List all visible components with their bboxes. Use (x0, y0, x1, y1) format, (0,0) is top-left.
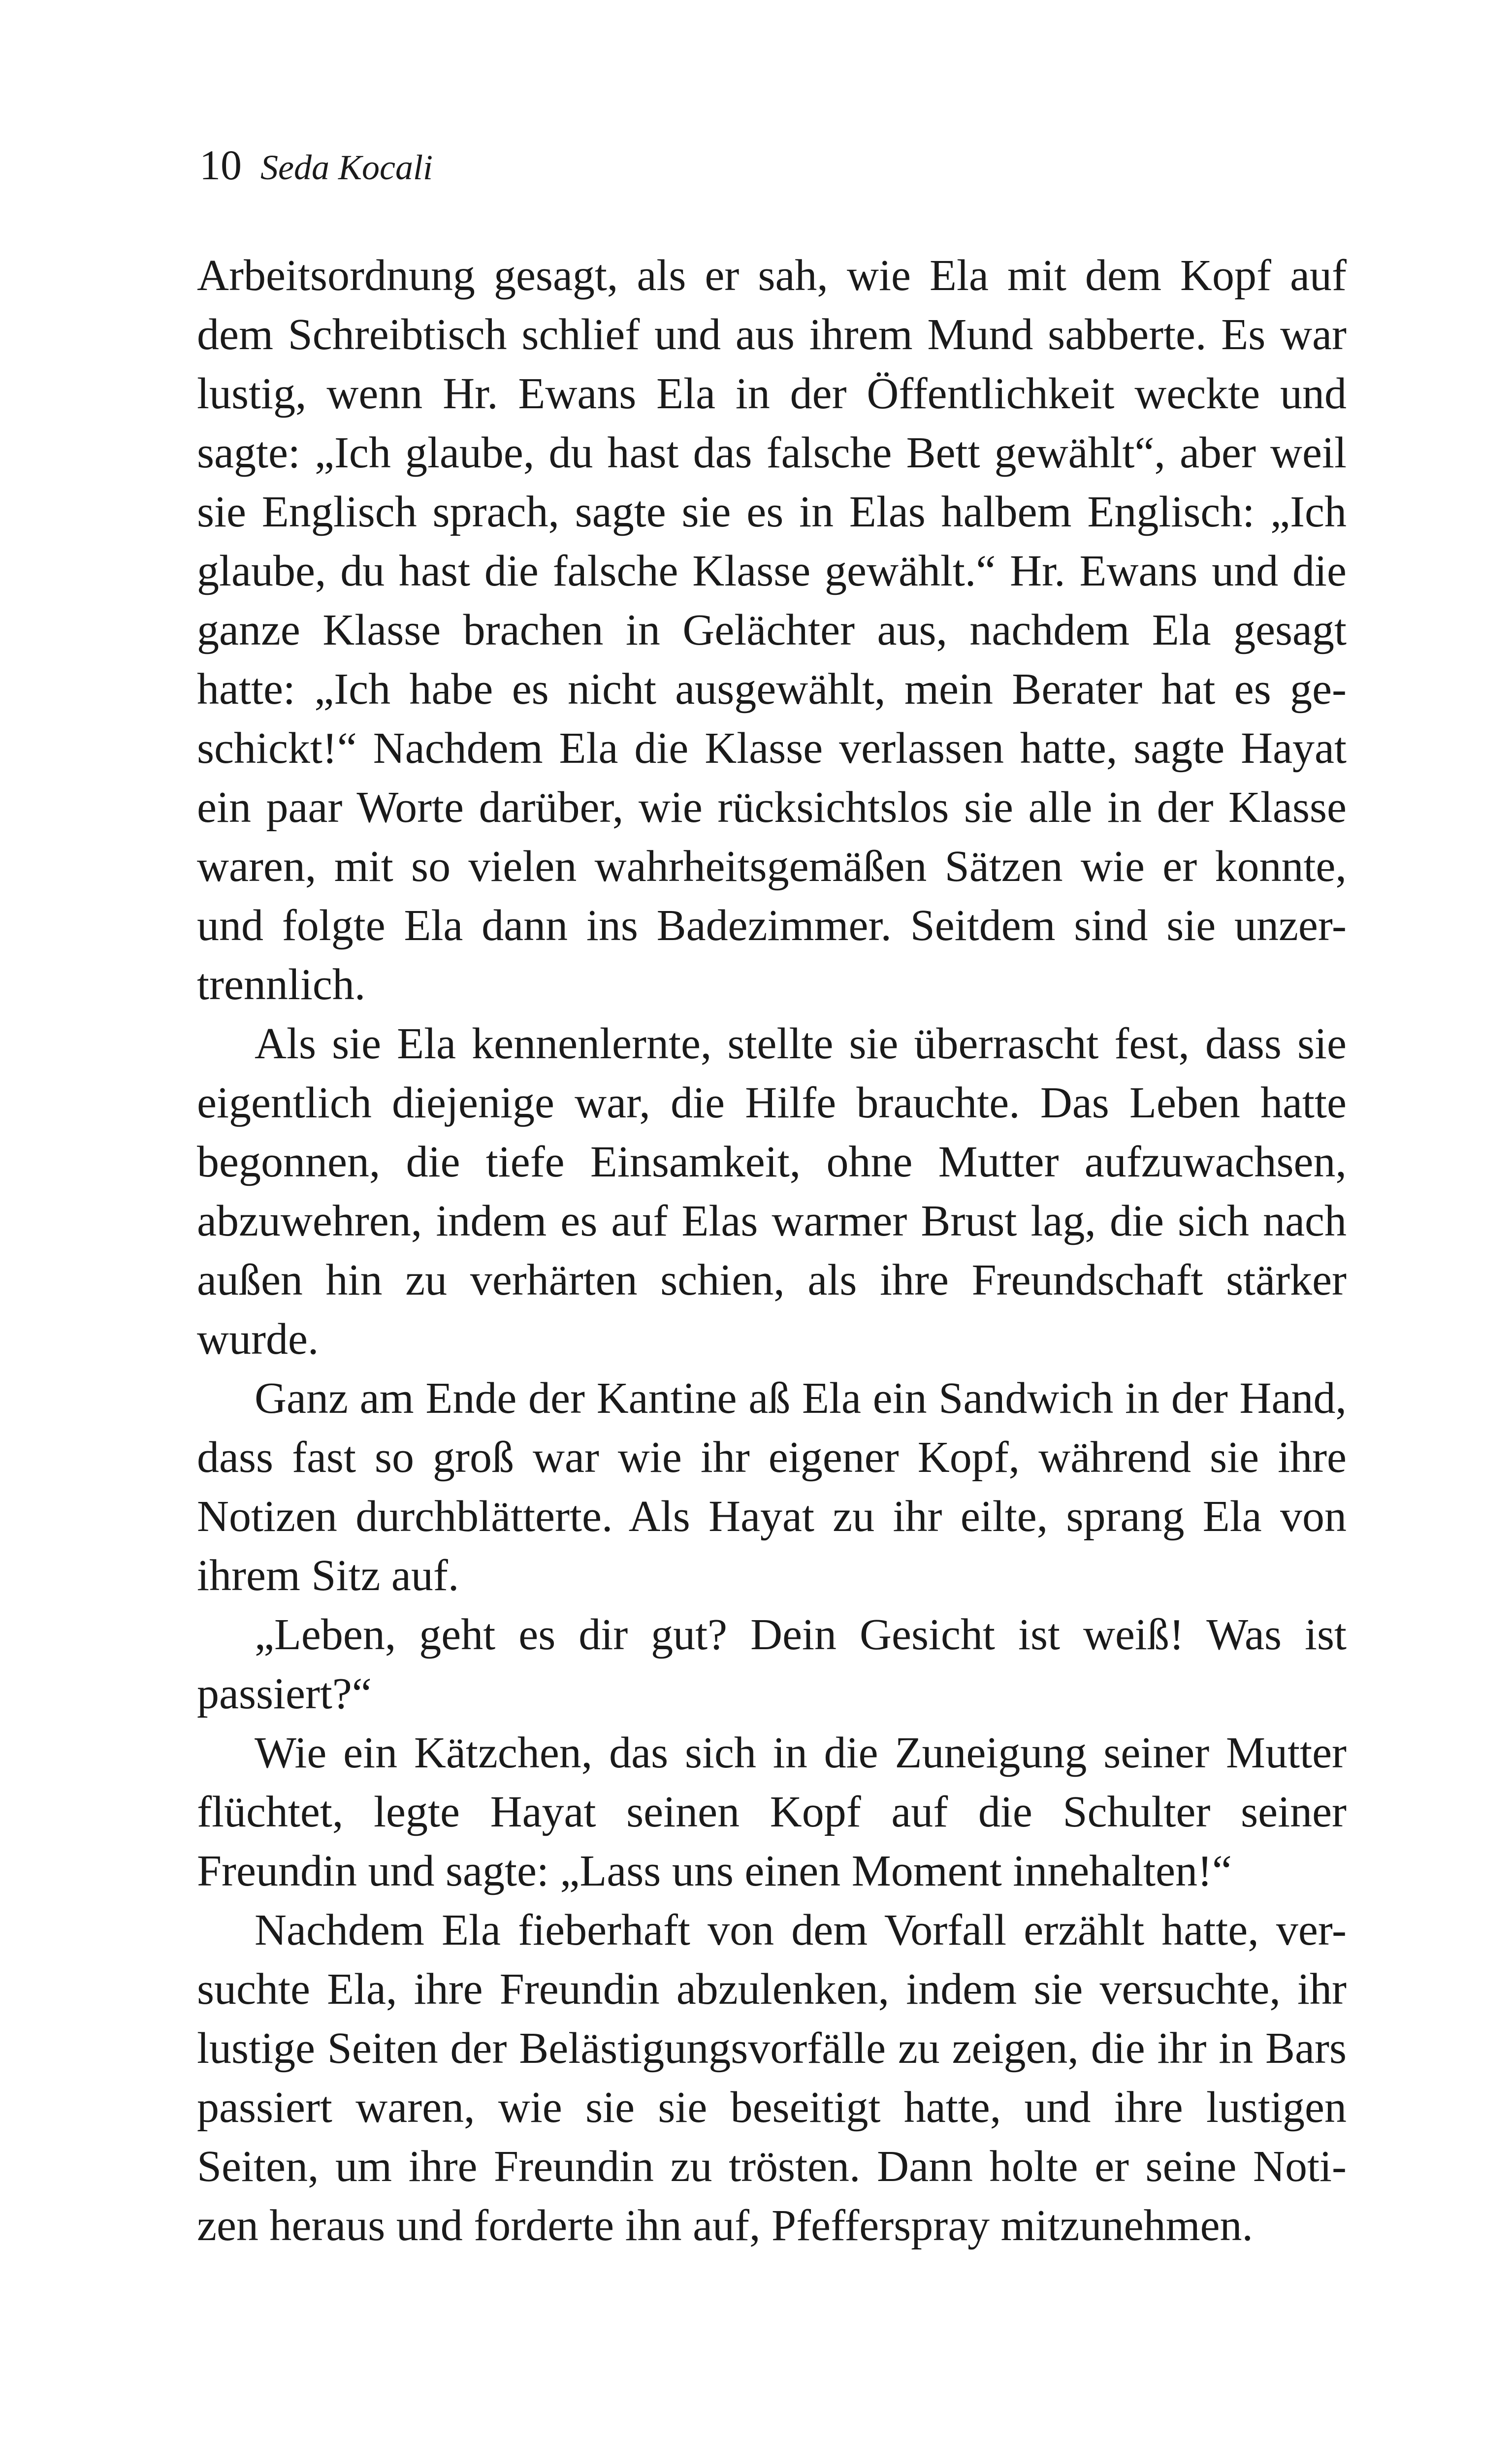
text-line: abzuwehren, indem es auf Elas warmer Brust lag, die sich nach (197, 1197, 1347, 1245)
text-line: zen heraus und forderte ihn auf, Pfefferspray mitzunehmen. (197, 2201, 1254, 2250)
text-line: Arbeitsordnung gesagt, als er sah, wie Ela mit dem Kopf auf (197, 251, 1347, 300)
text-line: flüchtet, legte Hayat seinen Kopf auf die Schulter seiner (197, 1788, 1347, 1836)
running-head (199, 138, 433, 192)
text-line: schickt!“ Nachdem Ela die Klasse verlassen hatte, sagte Hayat (197, 724, 1347, 773)
text-line: passiert?“ (197, 1669, 372, 1718)
text-line: Wie ein Kätzchen, das sich in die Zuneigung seiner Mutter (255, 1728, 1347, 1777)
text-line: passiert waren, wie sie sie beseitigt hatte, und ihre lustigen (197, 2083, 1347, 2132)
text-line: ganze Klasse brachen in Gelächter aus, nachdem Ela gesagt (197, 606, 1347, 654)
text-line: ihrem Sitz auf. (197, 1551, 459, 1600)
text-line: suchte Ela, ihre Freundin abzulenken, indem sie versuchte, ihr (197, 1965, 1347, 2014)
text-line: sagte: „Ich glaube, du hast das falsche Bett gewählt“, aber weil (197, 428, 1347, 477)
text-line: Seiten, um ihre Freundin zu trösten. Dann holte er seine Noti- (197, 2142, 1347, 2191)
text-line: begonnen, die tiefe Einsamkeit, ohne Mutter aufzuwachsen, (197, 1138, 1347, 1186)
text-line: Nachdem Ela fieberhaft von dem Vorfall erzählt hatte, ver- (255, 1906, 1347, 1954)
text-line: dem Schreibtisch schlief und aus ihrem Mund sabberte. Es war (197, 310, 1347, 359)
text-line: hatte: „Ich habe es nicht ausgewählt, mein Berater hat es ge- (197, 665, 1347, 714)
page-number: 10 (199, 141, 242, 189)
text-line: sie Englisch sprach, sagte sie es in Elas halbem Englisch: „Ich (197, 488, 1347, 536)
text-line: Notizen durchblätterte. Als Hayat zu ihr eilte, sprang Ela von (197, 1492, 1347, 1541)
text-line: Ganz am Ende der Kantine aß Ela ein Sandwich in der Hand, (255, 1374, 1347, 1423)
text-line: eigentlich diejenige war, die Hilfe brauchte. Das Leben hatte (197, 1078, 1347, 1127)
body-text (197, 246, 1347, 2255)
text-line: Als sie Ela kennenlernte, stellte sie überrascht fest, dass sie (255, 1019, 1347, 1068)
text-line: Freundin und sagte: „Lass uns einen Moment innehalten!“ (197, 1847, 1232, 1895)
text-line: lustig, wenn Hr. Ewans Ela in der Öffentlichkeit weckte und (197, 369, 1347, 418)
text-line: glaube, du hast die falsche Klasse gewählt.“ Hr. Ewans und die (197, 547, 1347, 595)
running-head-author: Seda Kocali (260, 148, 433, 187)
text-line: wurde. (197, 1315, 319, 1364)
text-line: ein paar Worte darüber, wie rücksichtslos sie alle in der Klasse (197, 783, 1347, 832)
text-line: waren, mit so vielen wahrheitsgemäßen Sätzen wie er konnte, (197, 842, 1347, 891)
text-line: „Leben, geht es dir gut? Dein Gesicht ist weiß! Was ist (255, 1610, 1347, 1659)
text-line: lustige Seiten der Belästigungsvorfälle zu zeigen, die ihr in Bars (197, 2024, 1347, 2073)
text-line: und folgte Ela dann ins Badezimmer. Seitdem sind sie unzer- (197, 901, 1347, 950)
text-line: dass fast so groß war wie ihr eigener Kopf, während sie ihre (197, 1433, 1347, 1482)
text-line: trennlich. (197, 960, 366, 1009)
text-line: außen hin zu verhärten schien, als ihre Freundschaft stärker (197, 1256, 1347, 1304)
